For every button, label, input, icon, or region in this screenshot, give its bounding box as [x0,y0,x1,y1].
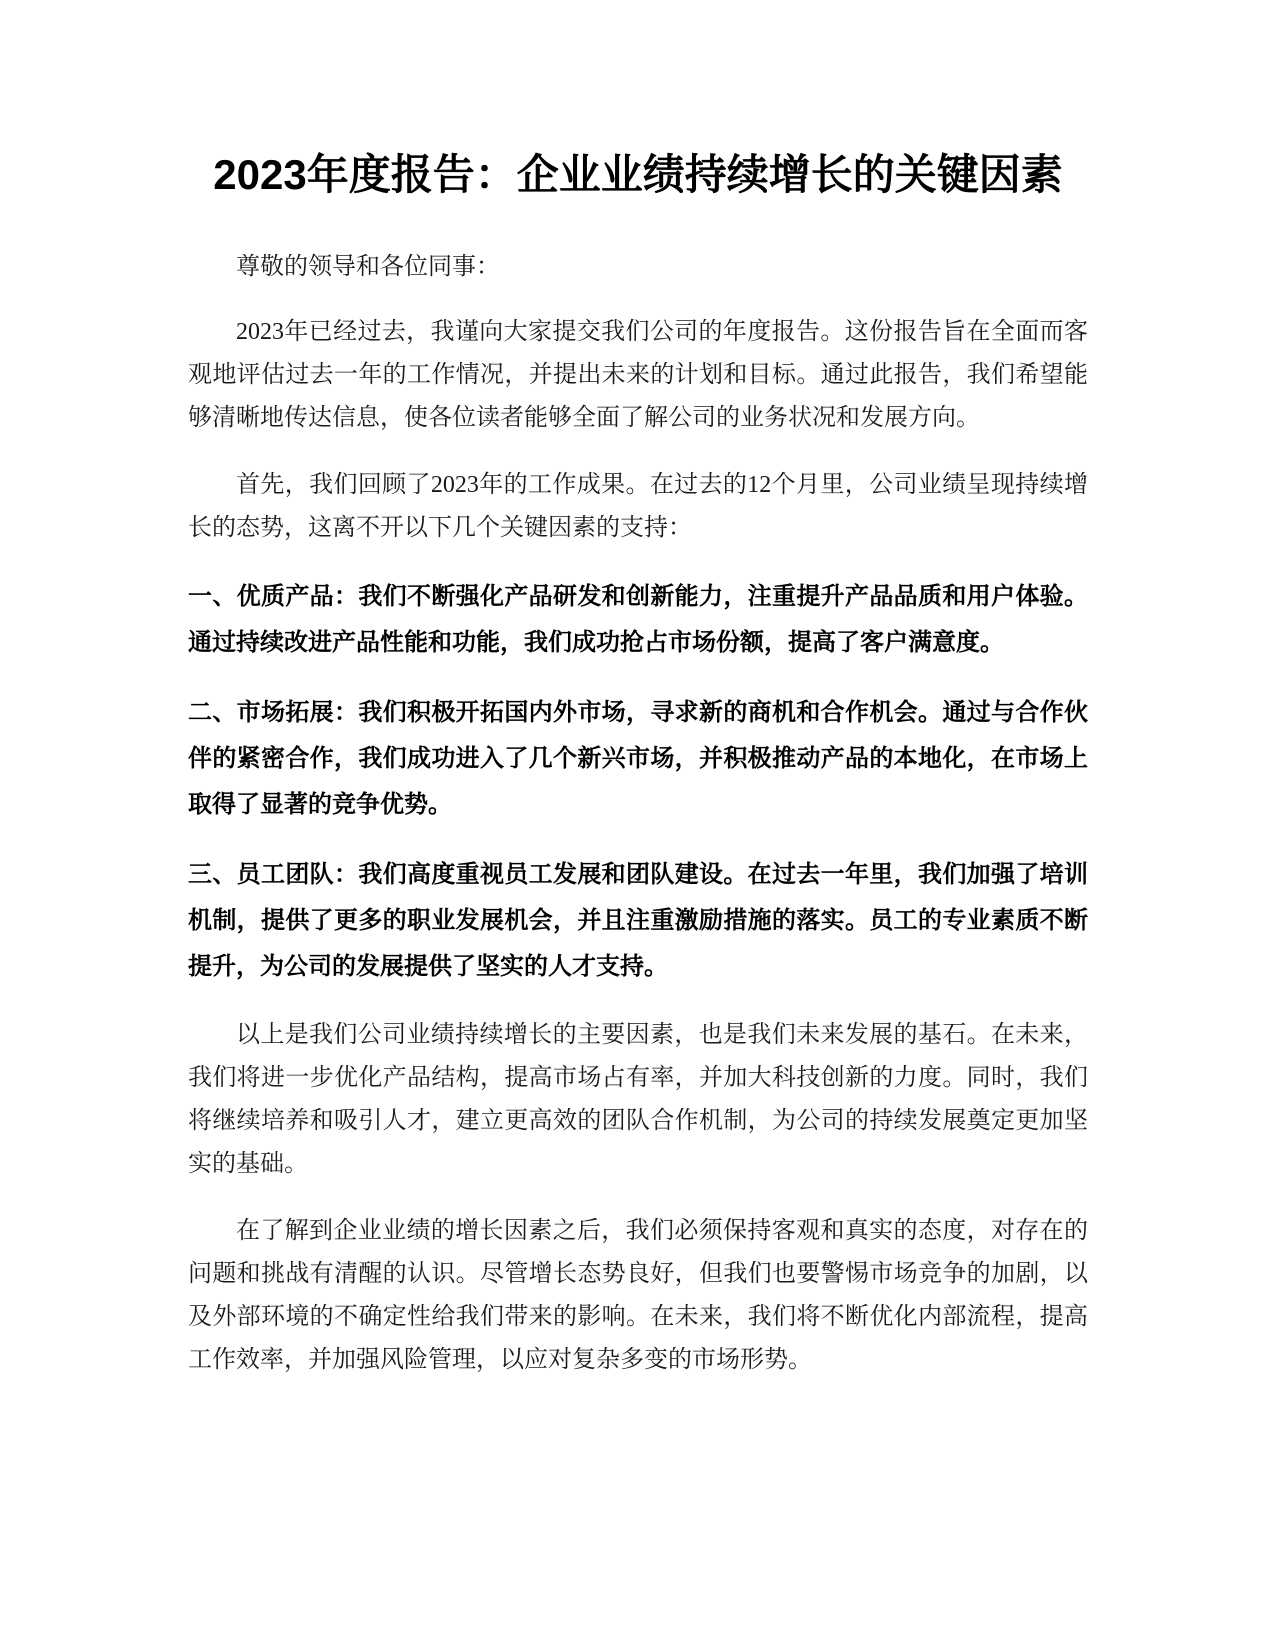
key-point-employee-team: 三、员工团队：我们高度重视员工发展和团队建设。在过去一年里，我们加强了培训机制，提供了更多的职业发展机会，并且注重激励措施的落实。员工的专业素质不断提升，为公司的发展提供了坚实的人才支持。 [188,861,1088,980]
intro-paragraph: 首先，我们回顾了2023年的工作成果。在过去的12个月里，公司业绩呈现持续增长的态势，这离不开以下几个关键因素的支持： [188,472,1088,541]
closing-paragraph: 在了解到企业业绩的增长因素之后，我们必须保持客观和真实的态度，对存在的问题和挑战有清醒的认识。尽管增长态势良好，但我们也要警惕市场竞争的加剧，以及外部环境的不确定性给我们带来的影响。在未来，我们将不断优化内部流程，提高工作效率，并加强风险管理，以应对复杂多变的市场形势。 [188,1218,1088,1373]
closing-paragraph: 以上是我们公司业绩持续增长的主要因素，也是我们未来发展的基石。在未来，我们将进一步优化产品结构，提高市场占有率，并加大科技创新的力度。同时，我们将继续培养和吸引人才，建立更高效的团队合作机制，为公司的持续发展奠定更加坚实的基础。 [188,1022,1088,1177]
document-body [188,140,1088,1406]
intro-paragraph: 2023年已经过去，我谨向大家提交我们公司的年度报告。这份报告旨在全面而客观地评估过去一年的工作情况，并提出未来的计划和目标。通过此报告，我们希望能够清晰地传达信息，使各位读者能够全面了解公司的业务状况和发展方向。 [188,319,1088,431]
document-title: 2023年度报告：企业业绩持续增长的关键因素 [213,151,1063,198]
key-point-quality-products: 一、优质产品：我们不断强化产品研发和创新能力，注重提升产品品质和用户体验。通过持续改进产品性能和功能，我们成功抢占市场份额，提高了客户满意度。 [188,583,1088,656]
greeting-line: 尊敬的领导和各位同事： [236,254,500,280]
key-point-market-expansion: 二、市场拓展：我们积极开拓国内外市场，寻求新的商机和合作机会。通过与合作伙伴的紧密合作，我们成功进入了几个新兴市场，并积极推动产品的本地化，在市场上取得了显著的竞争优势。 [188,699,1088,818]
